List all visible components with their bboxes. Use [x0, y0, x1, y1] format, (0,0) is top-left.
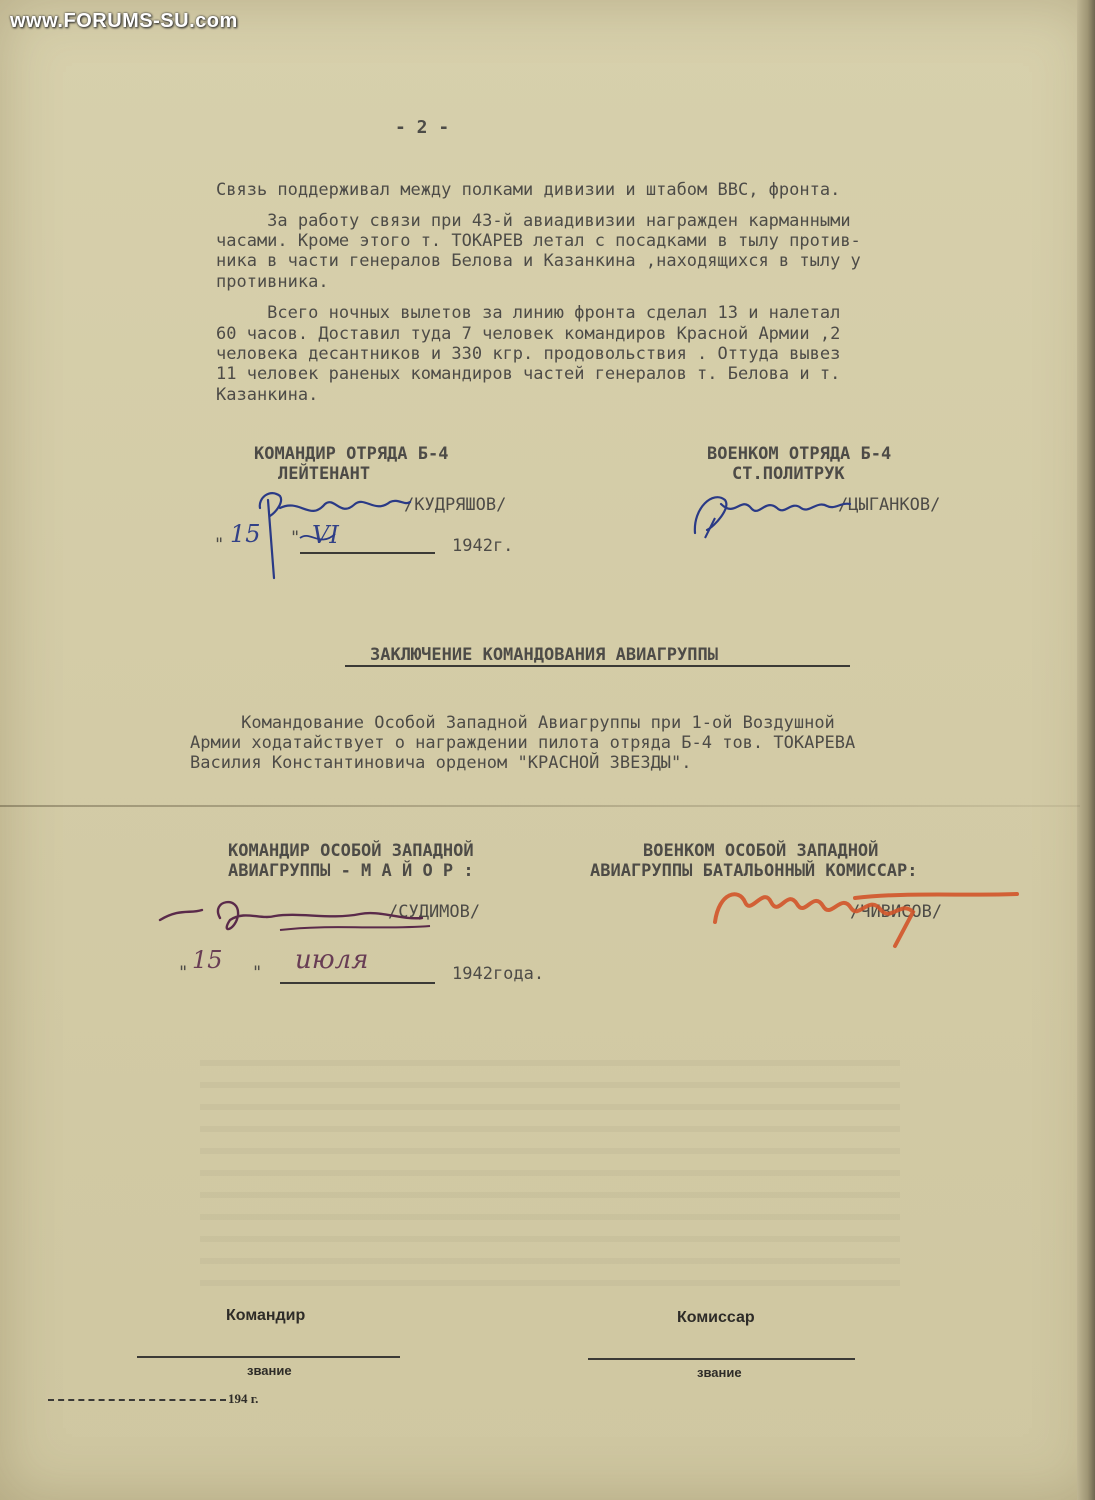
sig1-right-name: /ЦЫГАНКОВ/ [838, 495, 941, 515]
conclusion-line: Армии ходатайствует о награждении пилота отряда Б-4 тов. ТОКАРЕВА [190, 733, 856, 753]
year-line: 194 г. [228, 1391, 259, 1406]
sig2-left-name: /СУДИМОВ/ [388, 902, 481, 922]
date-dash-line [48, 1399, 226, 1401]
conclusion-heading: ЗАКЛЮЧЕНИЕ КОМАНДОВАНИЯ АВИАГРУППЫ [370, 645, 718, 665]
sig2-left-title: КОМАНДИР ОСОБОЙ ЗАПАДНОЙ [228, 841, 474, 861]
sudimov-signature [150, 890, 440, 945]
body-line: За работу связи при 43-й авиадивизии награжден карманными [216, 211, 851, 231]
kudryashov-signature [240, 478, 420, 588]
conclusion-line: Василия Константиновича орденом "КРАСНОЙ ЗВЕЗДЫ". [190, 753, 692, 773]
body-line: Всего ночных вылетов за линию фронта сделал 13 и налетал [216, 303, 841, 323]
commissar-label: Комиссар [677, 1309, 755, 1326]
sig1-date-month: VI [312, 521, 339, 549]
body-line: человека десантников и 330 кгр. продовольствия . Оттуда вывез [216, 344, 841, 364]
sig2-right-title: ВОЕНКОМ ОСОБОЙ ЗАПАДНОЙ [643, 841, 879, 861]
sig1-date-close-quote: " [290, 528, 301, 548]
sig1-date-open-quote: " [214, 535, 225, 555]
sig1-left-title: КОМАНДИР ОТРЯДА Б-4 [254, 444, 449, 464]
body-line: противника. [216, 272, 329, 292]
body-line: 60 часов. Доставил туда 7 человек командиров Красной Армии ,2 [216, 324, 841, 344]
sig2-date-month: июля [295, 945, 369, 975]
tsygankov-signature [685, 478, 855, 548]
bleed-through-text [200, 1060, 900, 1300]
heading-underline [345, 665, 850, 667]
body-line: Связь поддерживал между полками дивизии и штабом ВВС, фронта. [216, 180, 841, 200]
date-underline [280, 982, 435, 984]
signature-line [137, 1356, 400, 1358]
conclusion-line: Командование Особой Западной Авиагруппы при 1-ой Воздушной [190, 713, 835, 733]
paper-fold [0, 805, 1080, 807]
commander-label: Командир [226, 1307, 306, 1324]
sig2-date-open-quote: " [178, 963, 189, 983]
signature-line [588, 1358, 855, 1360]
sig1-right-title: ВОЕНКОМ ОТРЯДА Б-4 [707, 444, 892, 464]
sig1-left-name: /КУДРЯШОВ/ [404, 495, 507, 515]
page-number: - 2 - [395, 117, 450, 138]
body-line: Казанкина. [216, 385, 319, 405]
sig2-date-day: 15 [192, 946, 223, 974]
sig2-right-name: /ЧИВИСОВ/ [850, 902, 943, 922]
body-line: 11 человек раненых командиров частей генералов т. Белова и т. [216, 364, 841, 384]
body-line: ника в части генералов Белова и Казанкина ,находящихся в тылу у [216, 251, 861, 271]
paper-edge [1077, 0, 1095, 1500]
rank-label-right: звание [697, 1365, 742, 1380]
site-watermark: www.FORUMS-SU.com [10, 10, 238, 32]
sig1-left-rank: ЛЕЙТЕНАНТ [278, 464, 371, 484]
body-line: часами. Кроме этого т. ТОКАРЕВ летал с посадками в тылу против- [216, 231, 861, 251]
sig1-date-day: 15 [230, 520, 261, 548]
rank-label-left: звание [247, 1363, 292, 1378]
sig2-left-rank: АВИАГРУППЫ - М А Й О Р : [228, 861, 474, 881]
sig1-right-rank: СТ.ПОЛИТРУК [732, 464, 845, 484]
sig2-date-year: 1942года. [452, 964, 545, 984]
sig1-date-year: 1942г. [452, 536, 514, 556]
chivisov-signature [705, 872, 1025, 952]
sig2-date-close-quote: " [252, 963, 263, 983]
sig2-right-rank: АВИАГРУППЫ БАТАЛЬОННЫЙ КОМИССАР: [590, 861, 918, 881]
